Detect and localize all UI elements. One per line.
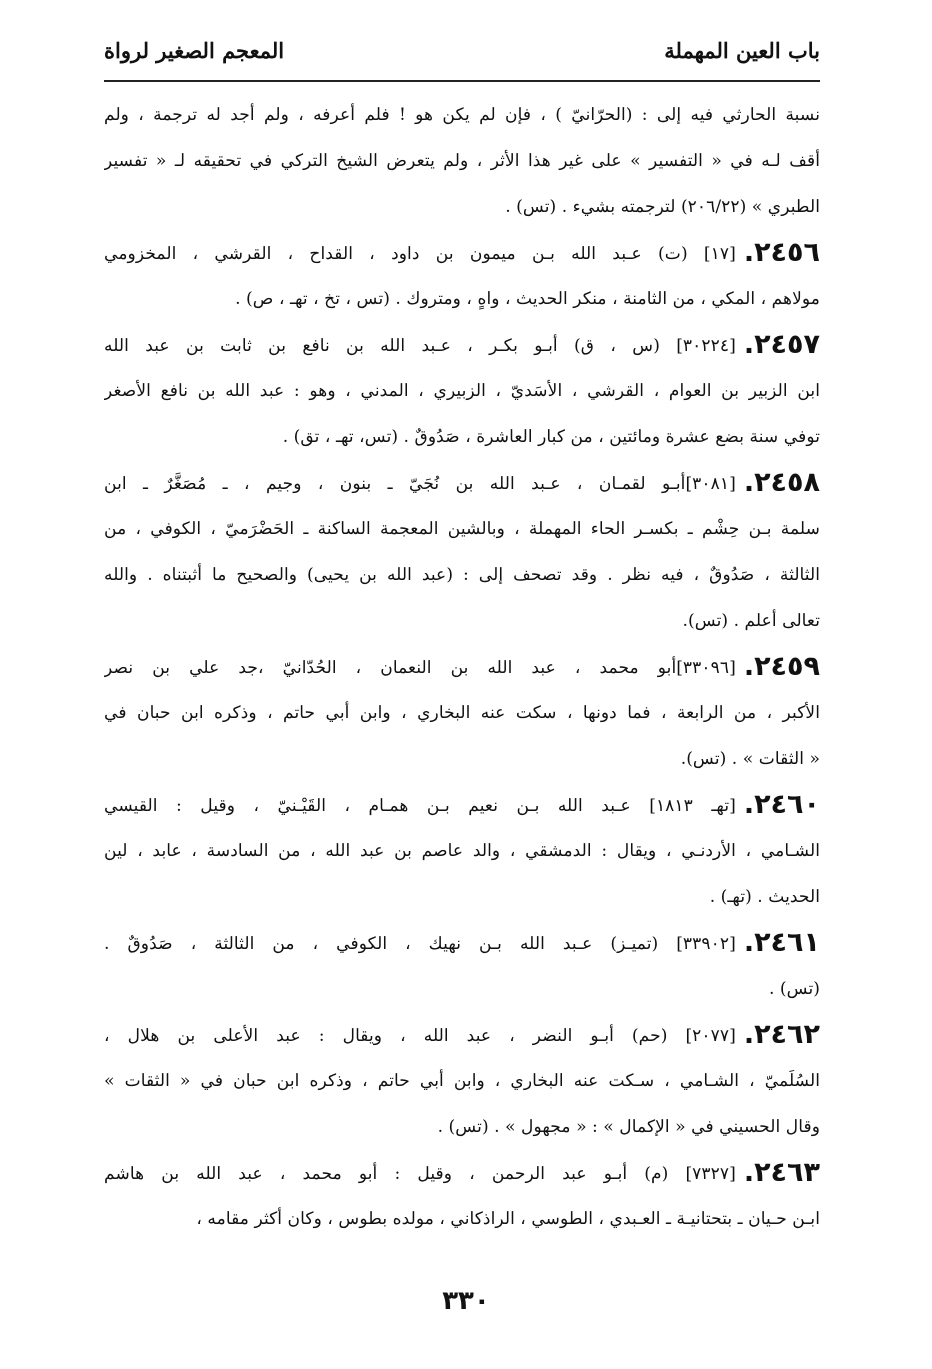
page-body [104, 92, 820, 1242]
entry-number: ٢٤٦٢. [743, 1019, 820, 1050]
line-text: ابن الزبير بن العوام ، القرشي ، الأسَديّ ، الزبيري ، المدني ، وهو : عبد الله بن نافع الأصغر [104, 381, 820, 401]
text-line [104, 690, 820, 736]
entry-number: ٢٤٥٨. [743, 467, 820, 498]
line-text: ابـن حـيان ـ بتحتانيـة ـ العـبدي ، الطوسي ، الراذكاني ، مولده بطوس ، وكان أكثر مقامه ، [196, 1209, 820, 1229]
text-line [104, 1012, 820, 1058]
line-text: الحديث . (تهـ) . [709, 887, 820, 907]
text-line [104, 1104, 820, 1150]
entry [104, 920, 820, 1012]
line-text: [٣٣٠٩٦]أبو محمد ، عبد الله بن النعمان ، الحُدّانيّ ،جد علي بن نصر [104, 658, 736, 678]
text-line [104, 460, 820, 506]
page-number: ٣٣٠ [442, 1286, 490, 1316]
text-line [104, 276, 820, 322]
line-text: الطبري » (٢٠٦/٢٢) لترجمته بشيء . (تس) . [505, 197, 820, 217]
line-text: [٢٠٧٧] (حم) أبـو النضر ، عبد الله ، ويقال : عبد الأعلى بن هلال ، [104, 1026, 736, 1046]
entry-number: ٢٤٦٣. [743, 1157, 820, 1188]
chapter-title: باب العين المهملة [664, 38, 820, 63]
line-text: أقف لـه في « التفسير » على غير هذا الأثر ، ولم يتعرض الشيخ التركي في تحقيقه لـ « تفسير [104, 151, 820, 171]
text-line [104, 92, 820, 138]
text-line [104, 920, 820, 966]
text-line [104, 184, 820, 230]
entry [104, 230, 820, 322]
text-line [104, 966, 820, 1012]
text-line [104, 230, 820, 276]
line-text: « الثقات » . (تس). [680, 749, 820, 769]
line-text: (تس) . [768, 979, 820, 999]
entry [104, 644, 820, 782]
text-line [104, 874, 820, 920]
entry-number: ٢٤٥٦. [743, 237, 820, 268]
text-line [104, 782, 820, 828]
line-text: [١٧] (ت) عـبد الله بـن ميمون بن داود ، القداح ، القرشي ، المخزومي [104, 244, 736, 264]
text-line [104, 368, 820, 414]
text-line [104, 736, 820, 782]
text-line [104, 1150, 820, 1196]
line-text: [٧٣٢٧] (م) أبـو عبد الرحمن ، وقيل : أبو محمد ، عبد الله بن هاشم [104, 1164, 736, 1184]
entry [104, 322, 820, 460]
entry [104, 1012, 820, 1150]
text-line [104, 1196, 820, 1242]
book-title: المعجم الصغير لرواة [104, 38, 285, 63]
entry-number: ٢٤٥٧. [743, 329, 820, 360]
text-line [104, 414, 820, 460]
text-line [104, 506, 820, 552]
line-text: الشـامي ، الأردنـي ، ويقال : الدمشقي ، والد عاصم بن عبد الله ، من السادسة ، عابد ، لين [104, 841, 820, 861]
text-line [104, 1058, 820, 1104]
line-text: تعالى أعلم . (تس). [682, 611, 820, 631]
line-text: الثالثة ، صَدُوقٌ ، فيه نظر . وقد تصحف إلى : (عبد الله بن يحيى) والصحيح ما أثبتناه . والله [104, 565, 820, 585]
text-line [104, 598, 820, 644]
entry-number: ٢٤٥٩. [743, 651, 820, 682]
line-text: [٣٠٨١]أبـو لقمـان ، عـبد الله بن نُجَيّ ـ بنون ، وجيم ، ـ مُصَغَّرٌ ـ ابن [104, 474, 736, 494]
running-header [104, 34, 820, 74]
line-text: توفي سنة بضع عشرة ومائتين ، من كبار العاشرة ، صَدُوقٌ . (تس، تهـ ، تق) . [282, 427, 820, 447]
line-text: [٣٠٢٢٤] (س ، ق) أبـو بكـر ، عـبد الله بن نافع بن ثابت بن عبد الله [104, 336, 736, 356]
entry-number: ٢٤٦٠. [743, 789, 820, 820]
text-line [104, 552, 820, 598]
entry [104, 1150, 820, 1242]
line-text: وقال الحسيني في « الإكمال » : « مجهول » . (تس) . [437, 1117, 820, 1137]
entry-number: ٢٤٦١. [743, 927, 820, 958]
line-text: [٣٣٩٠٢] (تميـز) عـبد الله بـن نهيك ، الكوفي ، من الثالثة ، صَدُوقٌ . [104, 934, 736, 954]
line-text: [تهـ ١٨١٣] عـبد الله بـن نعيم بـن همـام ، القَيْـنيّ ، وقيل : القيسي [104, 796, 736, 816]
text-line [104, 322, 820, 368]
text-line [104, 828, 820, 874]
text-line [104, 644, 820, 690]
line-text: الأكبر ، من الرابعة ، فما دونها ، سكت عنه البخاري ، وابن أبي حاتم ، وذكره ابن حبان في [104, 703, 820, 723]
text-line [104, 138, 820, 184]
line-text: سلمة بـن حِشْم ـ بكسـر الحاء المهملة ، وبالشين المعجمة الساكنة ـ الحَضْرَميّ ، الكوفي ، من [104, 519, 820, 539]
header-rule [104, 80, 820, 82]
line-text: مولاهم ، المكي ، من الثامنة ، منكر الحديث ، واهٍ ، ومتروك . (تس ، تخ ، تهـ ، ص) . [235, 289, 820, 309]
entry [104, 92, 820, 230]
entry [104, 782, 820, 920]
entry [104, 460, 820, 644]
line-text: السُلَميّ ، الشـامي ، سـكت عنه البخاري ، وابن أبي حاتم ، وذكره ابن حبان في « الثقات » [104, 1071, 820, 1091]
line-text: نسبة الحارثي فيه إلى : (الحرّانيّ ) ، فإن لم يكن هو ! فلم أعرفه ، ولم أجد له ترجمة ، ولم [104, 105, 820, 125]
